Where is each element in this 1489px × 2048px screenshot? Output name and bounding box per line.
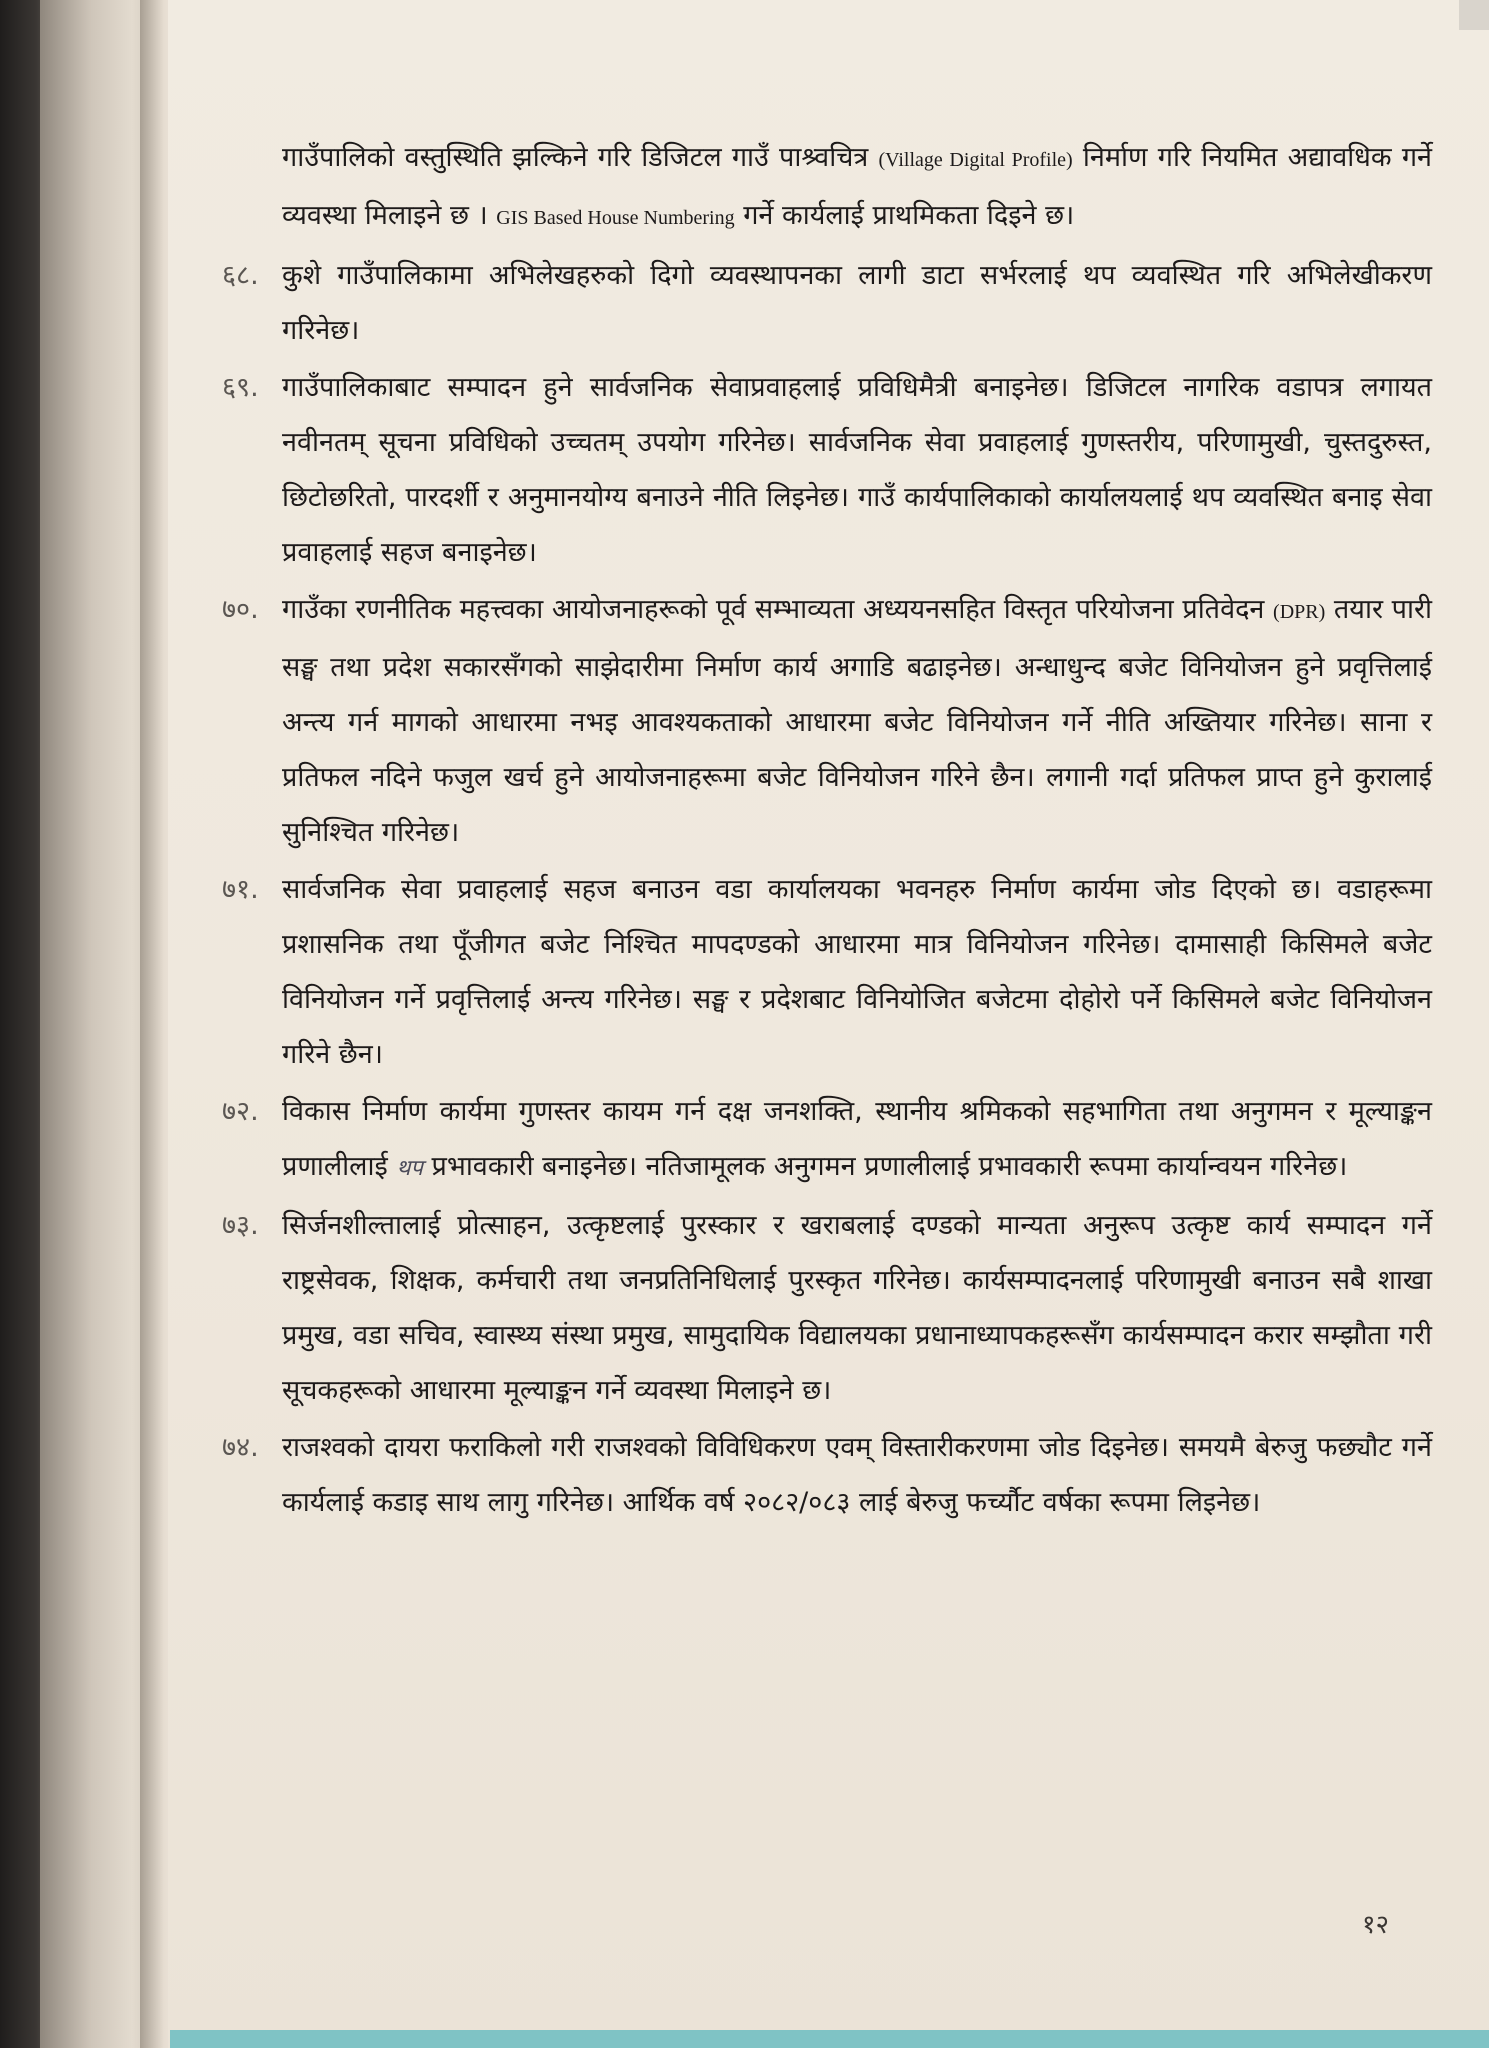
paragraph — [222, 1084, 1432, 1196]
latin-text: (Village Digital Profile) — [878, 149, 1073, 171]
paragraph-number: ६९. — [222, 372, 259, 403]
paragraph — [282, 130, 1432, 246]
latin-text: (DPR) — [1273, 601, 1326, 623]
paragraph-text: राजश्वको दायरा फराकिलो गरी राजश्वको विविधिकरण एवम् विस्तारीकरणमा जोड दिइनेछ। समयमै बेरुजु फछ्यौट गर्ने कार्यलाई कडाइ साथ लागु गरिनेछ। आर्थिक वर्ष २०८२/०८३ लाई बेरुजु फर्च्यौट वर्षका रूपमा लिइनेछ। — [282, 1432, 1432, 1518]
paragraph-text: गाउँपालिकाबाट सम्पादन हुने सार्वजनिक सेवाप्रवाहलाई प्रविधिमैत्री बनाइनेछ। डिजिटल नागरिक वडापत्र लगायत नवीनतम् सूचना प्रविधिको उच्चतम् उपयोग गरिनेछ। सार्वजनिक सेवा प्रवाहलाई गुणस्तरीय, परिणामुखी, चुस्तदुरुस्त, छिटोछरितो, पारदर्शी र अनुमानयोग्य बनाउने नीति लिइनेछ। गाउँ कार्यपालिकाको कार्यालयलाई थप व्यवस्थित बनाइ सेवा प्रवाहलाई सहज बनाइनेछ। — [282, 372, 1432, 568]
paragraph-number: ७२. — [222, 1096, 259, 1127]
facing-page-edge — [40, 0, 155, 2048]
paragraph-number: ७०. — [222, 594, 259, 625]
paragraph — [222, 248, 1432, 358]
paragraph — [222, 582, 1432, 860]
paragraph — [222, 360, 1432, 580]
paragraph-number: ७१. — [222, 874, 259, 905]
body-text — [222, 130, 1433, 1530]
paragraph-text: गाउँपालिको वस्तुस्थिति झल्किने गरि डिजिटल गाउँ पाश्र्वचित्र — [282, 142, 879, 173]
paragraph-text: सार्वजनिक सेवा प्रवाहलाई सहज बनाउन वडा कार्यालयका भवनहरु निर्माण कार्यमा जोड दिएको छ। वडाहरूमा प्रशासनिक तथा पूँजीगत बजेट निश्चित मापदण्डको आधारमा मात्र विनियोजन गरिनेछ। दामासाही किसिमले बजेट विनियोजन गर्ने प्रवृत्तिलाई अन्त्य गरिनेछ। सङ्घ र प्रदेशबाट विनियोजित बजेटमा दोहोरो पर्ने किसिमले बजेट विनियोजन गरिने छैन। — [282, 874, 1432, 1070]
latin-text: GIS Based House Numbering — [496, 207, 735, 229]
paragraph-text: निर्माण गरि नियमित अद्यावधिक गर्ने व्यवस्था मिलाइने छ । — [282, 142, 1433, 231]
paragraph — [222, 1420, 1432, 1530]
handwritten-insertion: थप — [396, 1156, 423, 1181]
paragraph-number: ७३. — [222, 1210, 259, 1241]
paragraph — [222, 862, 1432, 1082]
paragraph-text: प्रभावकारी बनाइनेछ। नतिजामूलक अनुगमन प्रणालीलाई प्रभावकारी रूपमा कार्यान्वयन गरिनेछ। — [422, 1151, 1348, 1182]
paragraph-text: सिर्जनशील्तालाई प्रोत्साहन, उत्कृष्टलाई पुरस्कार र खराबलाई दण्डको मान्यता अनुरूप उत्कृष्ट कार्य सम्पादन गर्ने राष्ट्रसेवक, शिक्षक, कर्मचारी तथा जनप्रतिनिधिलाई पुरस्कृत गरिनेछ। कार्यसम्पादनलाई परिणामुखी बनाउन सबै शाखा प्रमुख, वडा सचिव, स्वास्थ्य संस्था प्रमुख, सामुदायिक विद्यालयका प्रधानाध्यापकहरूसँग कार्यसम्पादन करार सम्झौता गरी सूचकहरूको आधारमा मूल्याङ्कन गर्ने व्यवस्था मिलाइने छ। — [282, 1210, 1432, 1406]
page-corner — [1459, 0, 1489, 30]
paragraph-number: ६८. — [222, 260, 259, 291]
page-number: १२ — [1362, 1910, 1390, 1940]
background-strip — [170, 2030, 1489, 2048]
paragraph-text: विकास निर्माण कार्यमा गुणस्तर कायम गर्न दक्ष जनशक्ति, स्थानीय श्रमिकको सहभागिता तथा अनुगमन र मूल्याङ्कन प्रणालीलाई — [282, 1096, 1432, 1182]
paragraph-text: तयार पारी सङ्घ तथा प्रदेश सकारसँगको साझेदारीमा निर्माण कार्य अगाडि बढाइनेछ। अन्धाधुन्द बजेट विनियोजन हुने प्रवृत्तिलाई अन्त्य गर्न मागको आधारमा नभइ आवश्यकताको आधारमा बजेट विनियोजन गर्ने नीति अख्तियार गरिनेछ। साना र प्रतिफल नदिने फजुल खर्च हुने आयोजनाहरूमा बजेट विनियोजन गरिने छैन। लगानी गर्दा प्रतिफल प्राप्त हुने कुरालाई सुनिश्चित गरिनेछ। — [282, 594, 1432, 848]
paragraph-text: गर्ने कार्यलाई प्राथमिकता दिइने छ। — [734, 200, 1075, 231]
paragraph — [222, 1198, 1432, 1418]
paragraph-text: गाउँका रणनीतिक महत्त्वका आयोजनाहरूको पूर्व सम्भाव्यता अध्ययनसहित विस्तृत परियोजना प्रतिवेदन — [282, 594, 1274, 625]
paragraph-text: कुशे गाउँपालिकामा अभिलेखहरुको दिगो व्यवस्थापनका लागी डाटा सर्भरलाई थप व्यवस्थित गरि अभिलेखीकरण गरिनेछ। — [282, 260, 1432, 346]
paragraph-number: ७४. — [222, 1432, 259, 1463]
